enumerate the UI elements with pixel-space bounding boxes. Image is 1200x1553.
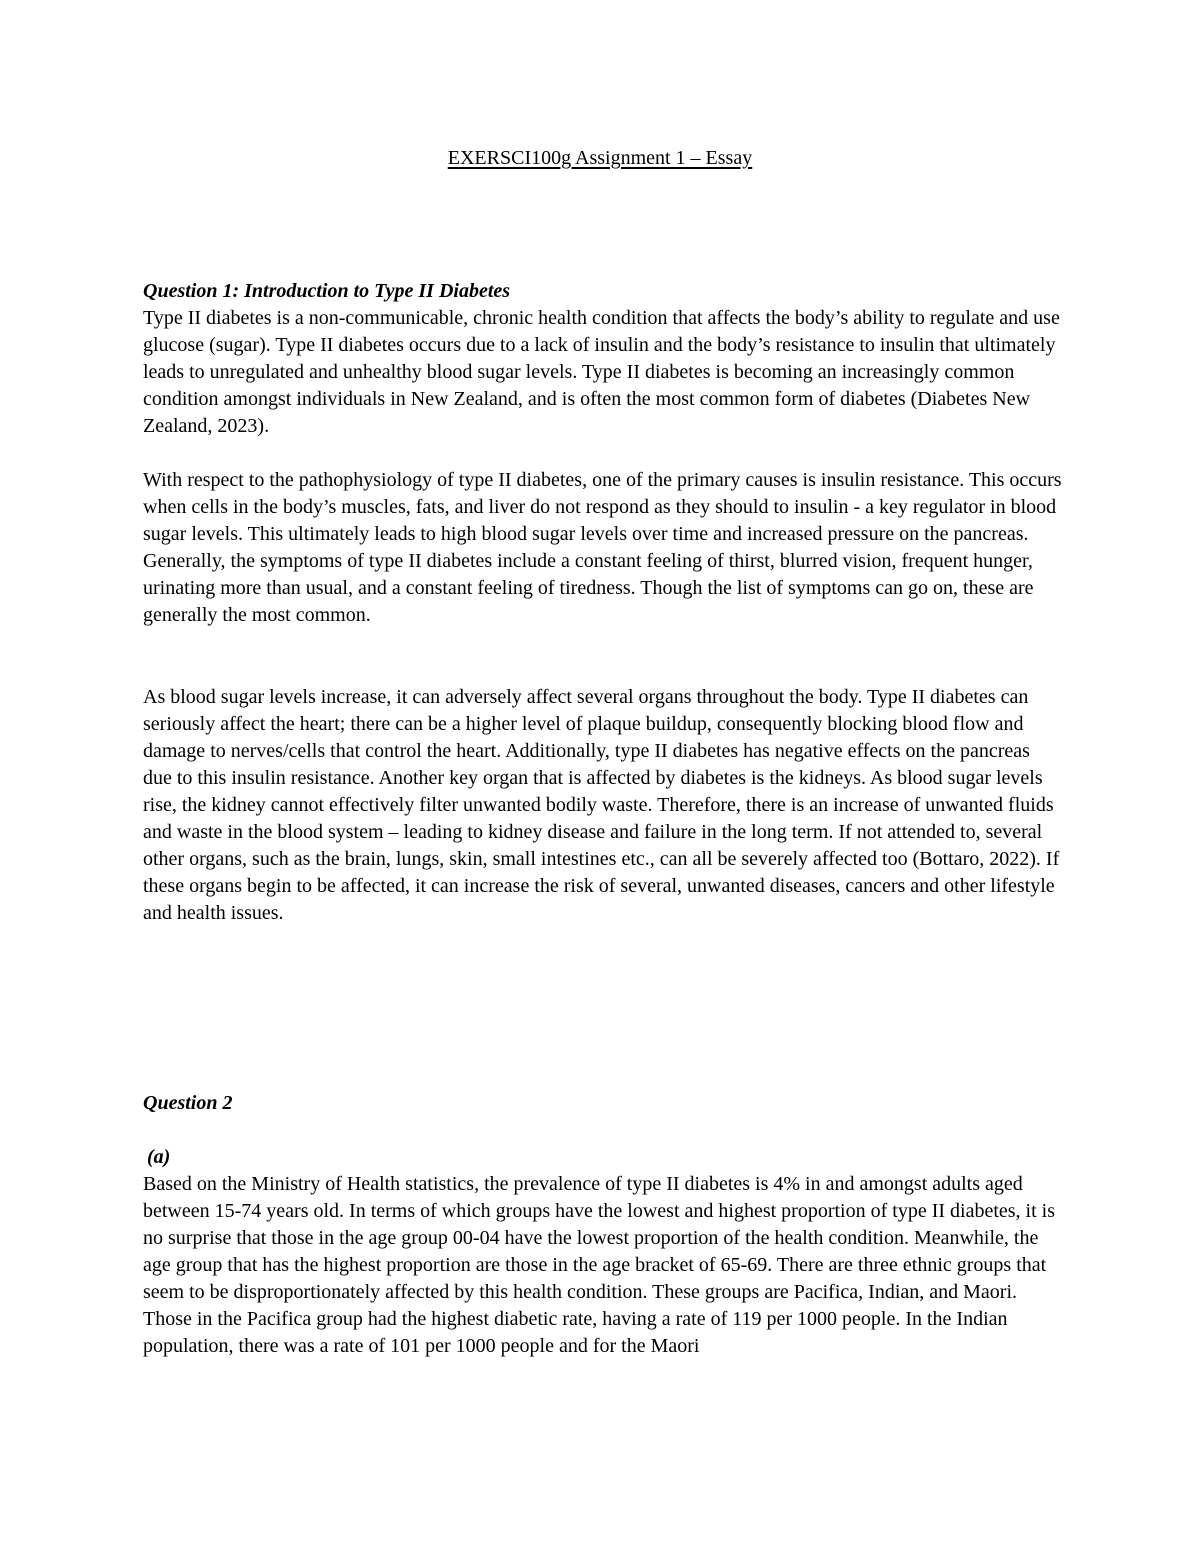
question-2-paragraph: Based on the Ministry of Health statistics, the prevalence of type II diabetes is 4% in and amongst adults aged between 15-74 years old. In terms of which groups have the lowest and highest proportion of type II diabetes, it is no surprise that those in the age group 00-04 have the lowest proportion of the health condition. Meanwhile, the age group that has the highest proportion are those in the age bracket of 65-69. There are three ethnic groups that seem to be disproportionately affected by this health condition. These groups are Pacifica, Indian, and Maori. Those in the Pacifica group had the highest diabetic rate, having a rate of 119 per 1000 people. In the Indian population, there was a rate of 101 per 1000 people and for the Maori [143, 1173, 1056, 1357]
question-1-paragraph-2: With respect to the pathophysiology of type II diabetes, one of the primary causes is insulin resistance. This occurs when cells in the body’s muscles, fats, and liver do not respond as they should to insulin - a key regulator in blood sugar levels. This ultimately leads to high blood sugar levels over time and increased pressure on the pancreas. Generally, the symptoms of type II diabetes include a constant feeling of thirst, blurred vision, frequent hunger, urinating more than usual, and a constant feeling of tiredness. Though the list of symptoms can go on, these are generally the most common. [143, 469, 1062, 626]
question-1-heading: Question 1: Introduction to Type II Diabetes [143, 280, 511, 302]
document-title: EXERSCI100g Assignment 1 – Essay [447, 147, 753, 169]
question-1-paragraph-1: Type II diabetes is a non-communicable, chronic health condition that affects the body’s ability to regulate and use glucose (sugar). Type II diabetes occurs due to a lack of insulin and the body’s resistance to insulin that ultimately leads to unregulated and unhealthy blood sugar levels. Type II diabetes is becoming an increasingly common condition amongst individuals in New Zealand, and is often the most common form of diabetes (Diabetes New Zealand, 2023). [143, 307, 1060, 437]
question-2-subheading: (a) [147, 1146, 171, 1168]
question-2-heading: Question 2 [143, 1092, 233, 1114]
question-1-paragraph-3: As blood sugar levels increase, it can adversely affect several organs throughout the body. Type II diabetes can seriously affect the heart; there can be a higher level of plaque buildup, consequently blocking blood flow and damage to nerves/cells that control the heart. Additionally, type II diabetes has negative effects on the pancreas due to this insulin resistance. Another key organ that is affected by diabetes is the kidneys. As blood sugar levels rise, the kidney cannot effectively filter unwanted bodily waste. Therefore, there is an increase of unwanted fluids and waste in the blood system – leading to kidney disease and failure in the long term. If not attended to, several other organs, such as the brain, lungs, skin, small intestines etc., can all be severely affected too (Bottaro, 2022). If these organs begin to be affected, it can increase the risk of several, unwanted diseases, cancers and other lifestyle and health issues. [143, 686, 1060, 924]
